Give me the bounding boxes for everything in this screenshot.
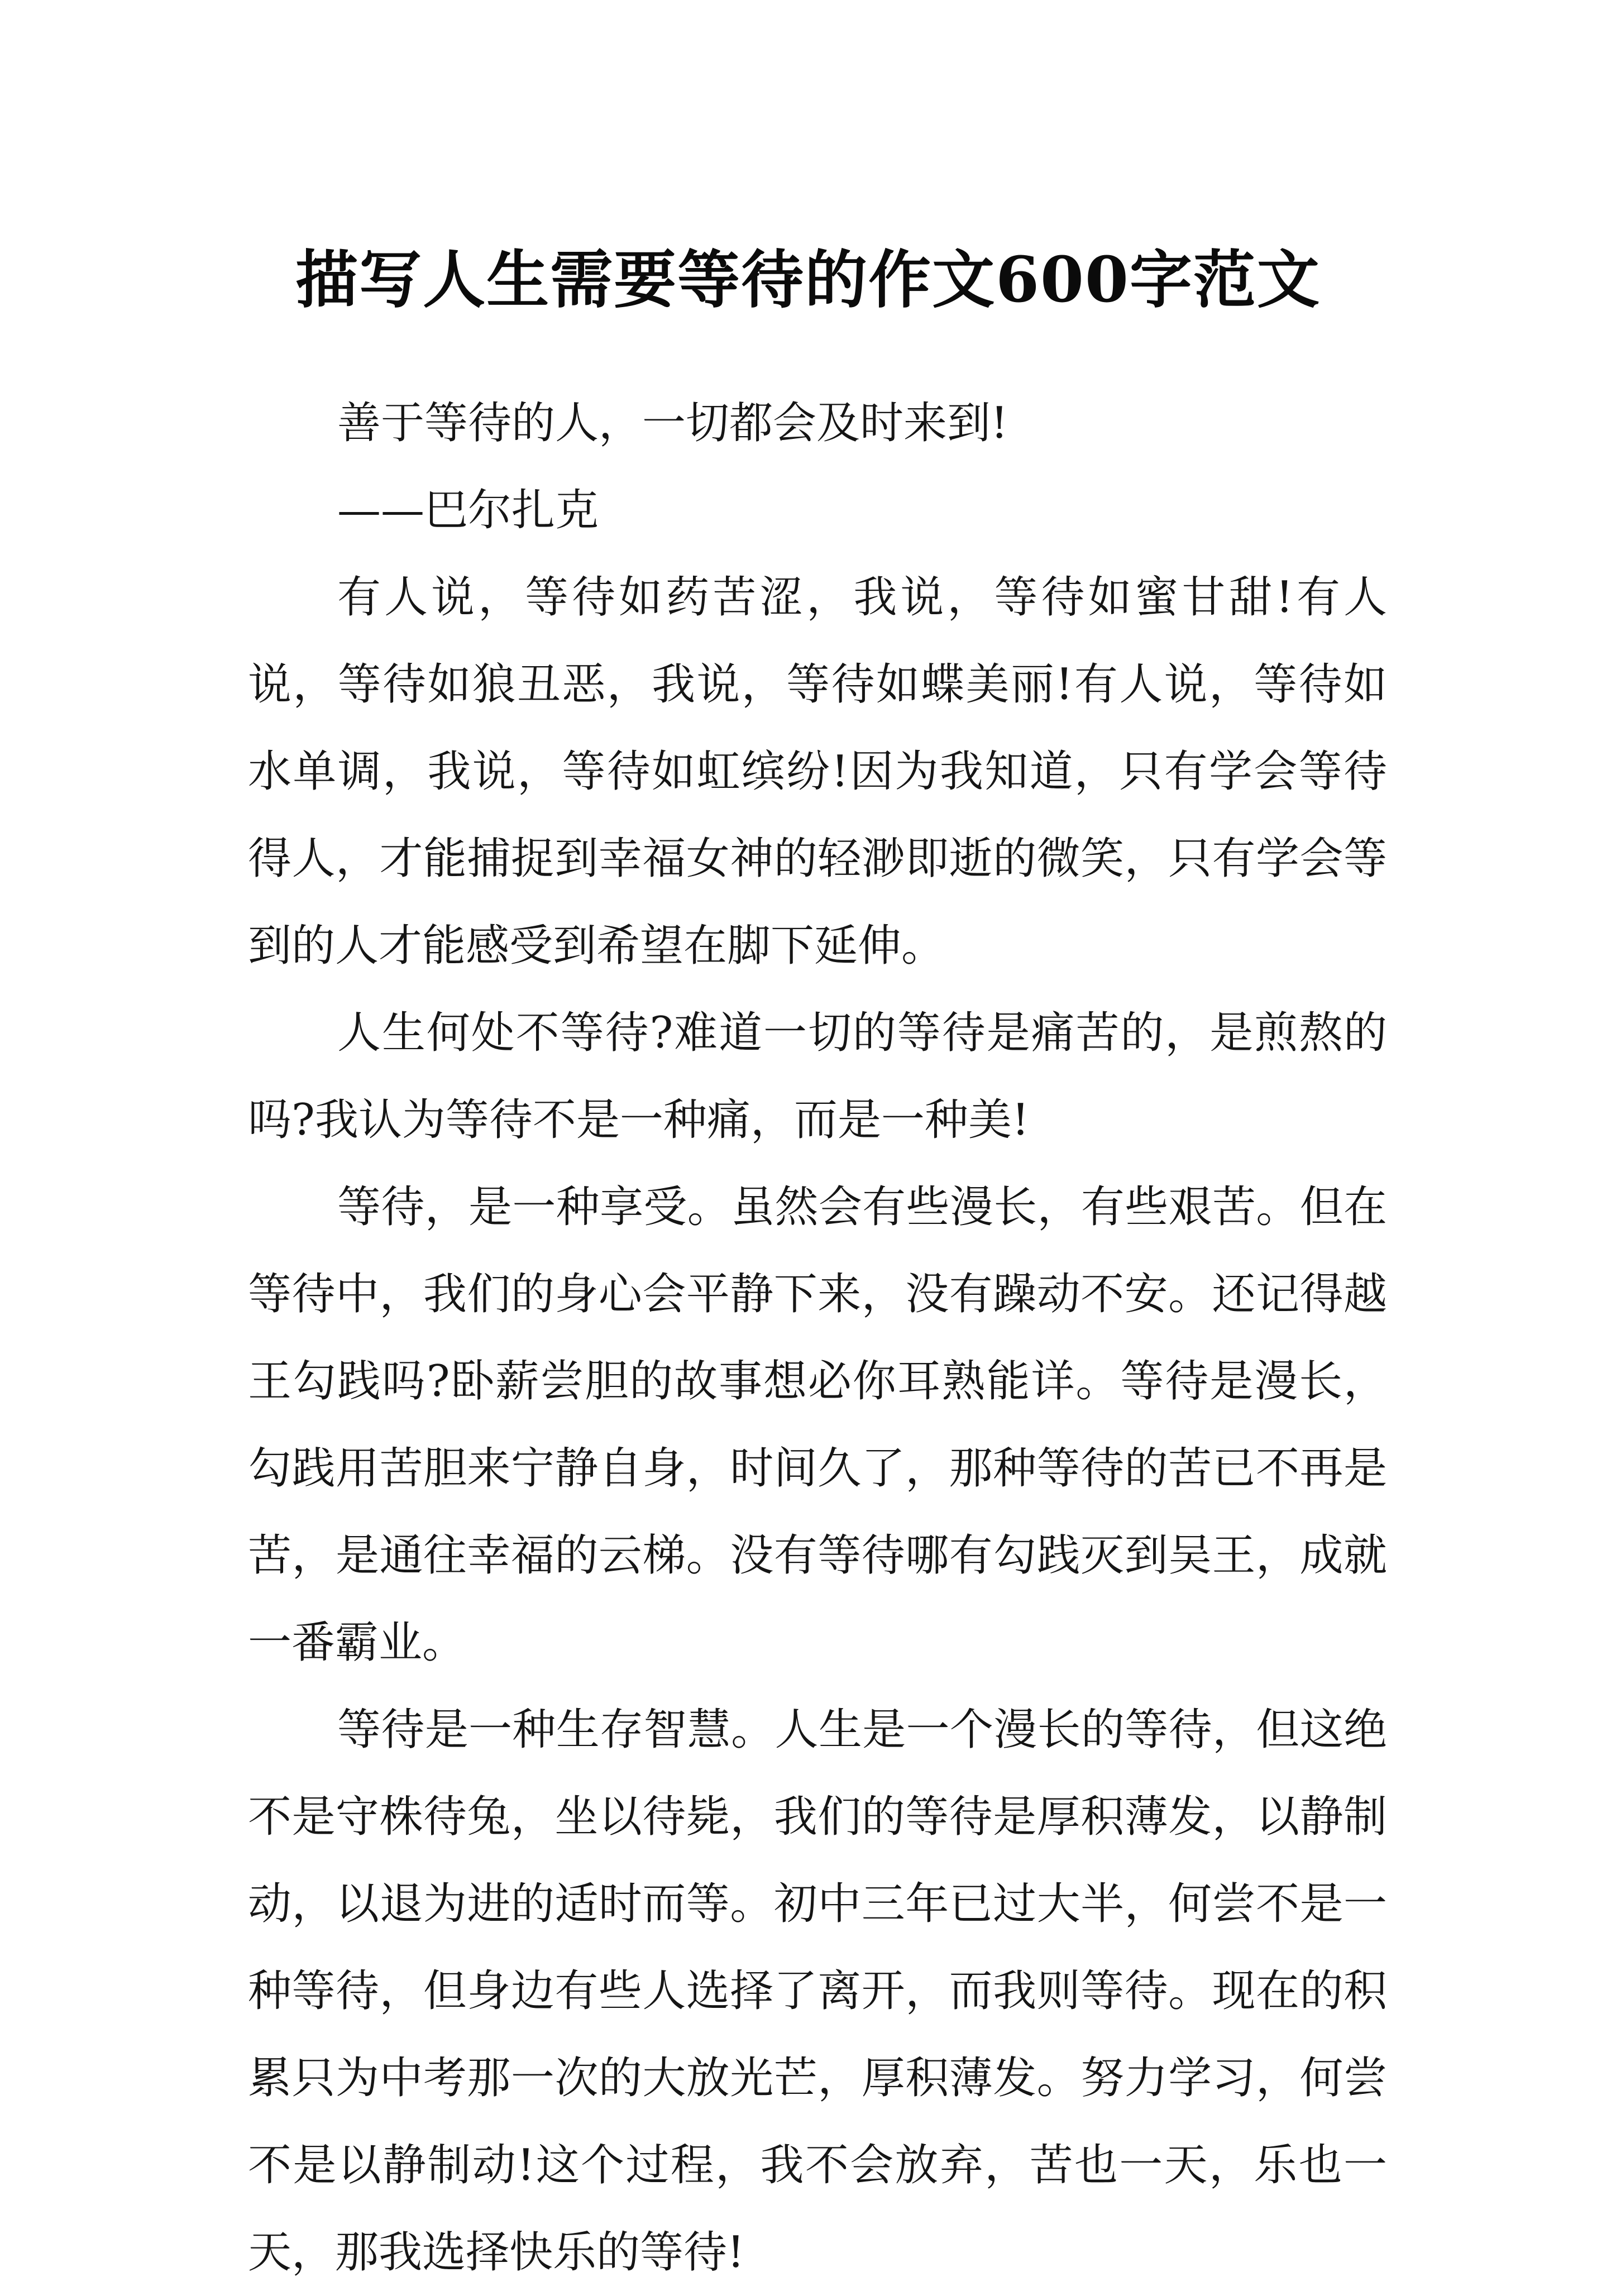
paragraph: 等待，是一种享受。虽然会有些漫长，有些艰苦。但在等待中，我们的身心会平静下来，没有躁动不安。还记得越王勾践吗?卧薪尝胆的故事想必你耳熟能详。等待是漫长，勾践用苦胆来宁静自身，时间久了，那种等待的苦已不再是苦，是通往幸福的云梯。没有等待哪有勾践灭到吴王，成就一番霸业。 xyxy=(248,1182,1387,1668)
document-title: 描写人生需要等待的作文600字范文 xyxy=(295,243,1321,317)
paragraph: 人生何处不等待?难道一切的等待是痛苦的，是煎熬的吗?我认为等待不是一种痛，而是一种美! xyxy=(248,1008,1387,1145)
epigraph-quote: 善于等待的人，一切都会及时来到! xyxy=(337,398,1008,448)
document-body xyxy=(248,380,1387,2296)
paragraph: 有人说，等待如药苦涩，我说，等待如蜜甘甜!有人说，等待如狼丑恶，我说，等待如蝶美丽!有人说，等待如水单调，我说，等待如虹缤纷!因为我知道，只有学会等待得人，才能捕捉到幸福女神的轻渺即逝的微笑，只有学会等到的人才能感受到希望在脚下延伸。 xyxy=(248,572,1387,971)
epigraph-attribution: ——巴尔扎克 xyxy=(337,485,599,535)
paragraph: 等待是一种生存智慧。人生是一个漫长的等待，但这绝不是守株待兔，坐以待毙，我们的等待是厚积薄发，以静制动，以退为进的适时而等。初中三年已过大半，何尝不是一种等待，但身边有些人选择了离开，而我则等待。现在的积累只为中考那一次的大放光芒，厚积薄发。努力学习，何尝不是以静制动!这个过程，我不会放弃，苦也一天，乐也一天，那我选择快乐的等待! xyxy=(248,1705,1387,2278)
